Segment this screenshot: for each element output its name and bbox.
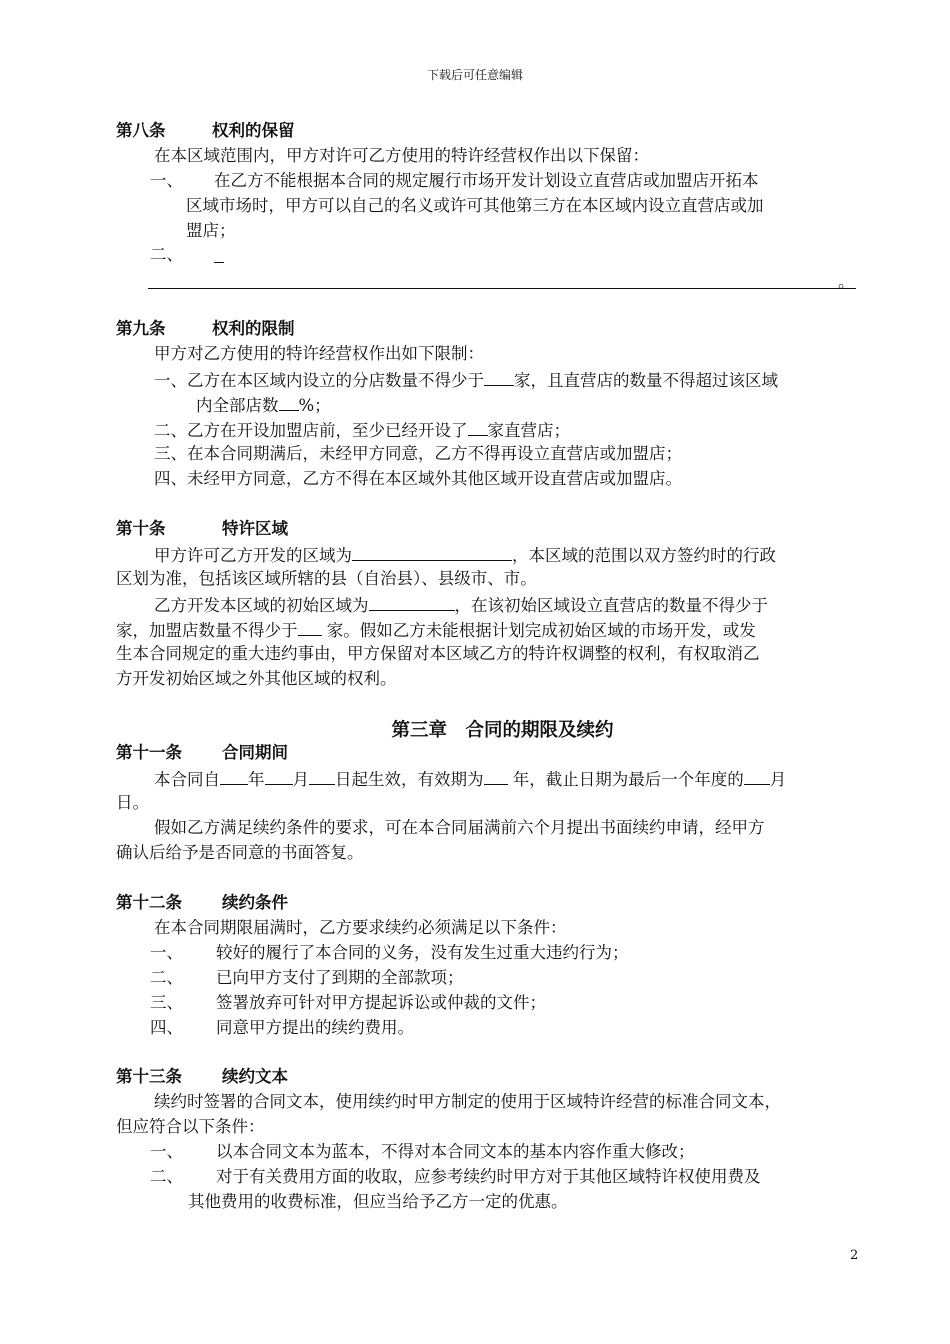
list-item-text: 以本合同文本为蓝本，不得对本合同文本的基本内容作重大修改； <box>216 1142 695 1161</box>
blank-line <box>148 288 856 289</box>
text: 家直营店； <box>487 421 570 440</box>
list-item-text: 四、未经甲方同意，乙方不得在本区域外其他区域开设直营店或加盟店。 <box>154 469 682 488</box>
list-item-text: 签署放弃可针对甲方提起诉讼或仲裁的文件； <box>216 993 546 1012</box>
list-item-text <box>196 393 331 417</box>
article-9-intro: 甲方对乙方使用的特许经营权作出如下限制： <box>154 344 484 363</box>
text: ，本区域的范围以双方签约时的行政 <box>512 546 776 565</box>
blank-line <box>265 767 293 785</box>
list-item-text: 同意甲方提出的续约费用。 <box>216 1018 414 1037</box>
article-9-title: 第九条 <box>116 319 166 338</box>
paragraph-line: 确认后给予是否同意的书面答复。 <box>116 843 364 862</box>
article-10-heading: 特许区域 <box>222 519 288 538</box>
blank-line <box>484 767 508 785</box>
blank-line <box>352 543 512 561</box>
paragraph-line: 但应符合以下条件： <box>116 1117 265 1136</box>
text: ，在该初始区域设立直营店的数量不得少于 <box>454 596 768 615</box>
paragraph-line <box>116 618 756 642</box>
article-13-title: 第十三条 <box>116 1067 182 1086</box>
page-number: 2 <box>850 1248 859 1263</box>
paragraph-line <box>154 767 786 791</box>
period: 。 <box>838 272 855 291</box>
list-item-text: 在乙方不能根据本合同的规定履行市场开发计划设立直营店或加盟店开拓本 <box>214 171 759 190</box>
paragraph-line: 日。 <box>116 793 149 812</box>
list-number: 二、 <box>150 968 183 987</box>
paragraph-line: 假如乙方满足续约条件的要求，可在本合同届满前六个月提出书面续约申请，经甲方 <box>154 818 765 837</box>
paragraph-line: 区划为准，包括该区域所辖的县（自治县）、县级市、市。 <box>116 569 537 588</box>
blank-line <box>309 767 335 785</box>
article-12-intro: 在本合同期限届满时，乙方要求续约必须满足以下条件： <box>154 918 567 937</box>
text: 乙方开发本区域的初始区域为 <box>154 596 369 615</box>
list-item-text <box>154 418 570 442</box>
article-11-title: 第十一条 <box>116 743 182 762</box>
list-number: 二、 <box>150 245 183 264</box>
list-number: 三、 <box>150 993 183 1012</box>
list-item-text: 已向甲方支付了到期的全部款项； <box>216 968 464 987</box>
paragraph-line: 续约时签署的合同文本，使用续约时甲方制定的使用于区域特许经营的标准合同文本， <box>154 1092 781 1111</box>
text: 年 <box>248 770 265 789</box>
article-13-heading: 续约文本 <box>222 1067 288 1086</box>
blank-line <box>468 418 488 436</box>
text: 家，加盟店数量不得少于 <box>116 621 298 640</box>
list-item-text: 较好的履行了本合同的义务，没有发生过重大违约行为； <box>216 943 629 962</box>
list-item-text <box>154 368 778 392</box>
text: 内全部店数 <box>196 396 279 415</box>
article-8-heading: 权利的保留 <box>212 121 295 140</box>
list-number: 二、 <box>150 1167 183 1186</box>
blank-line <box>279 393 299 411</box>
list-item-text: 盟店； <box>186 221 236 240</box>
article-8-intro: 在本区域范围内，甲方对许可乙方使用的特许经营权作出以下保留： <box>154 146 649 165</box>
article-11-heading: 合同期间 <box>222 743 288 762</box>
text: 甲方许可乙方开发的区域为 <box>154 546 352 565</box>
list-item-text: 对于有关费用方面的收取，应参考续约时甲方对于其他区域特许权使用费及 <box>216 1167 761 1186</box>
text: 日起生效，有效期为 <box>335 770 484 789</box>
article-10-title: 第十条 <box>116 519 166 538</box>
text: 月 <box>292 770 309 789</box>
list-item-text: 区域市场时，甲方可以自己的名义或许可其他第三方在本区域内设立直营店或加 <box>186 196 764 215</box>
blank-line <box>744 767 770 785</box>
article-9-heading: 权利的限制 <box>212 319 295 338</box>
list-number: 一、 <box>150 1142 183 1161</box>
blank-line <box>484 368 514 386</box>
list-number: 一、 <box>150 943 183 962</box>
text: 年，截止日期为最后一个年度的 <box>512 770 744 789</box>
article-12-title: 第十二条 <box>116 893 182 912</box>
article-8-title: 第八条 <box>116 121 166 140</box>
list-item-text: 其他费用的收费标准，但应当给予乙方一定的优惠。 <box>188 1192 568 1211</box>
blank-line <box>369 593 455 611</box>
list-item-text: 三、在本合同期满后，未经甲方同意，乙方不得再设立直营店或加盟店； <box>154 444 682 463</box>
article-12-heading: 续约条件 <box>222 893 288 912</box>
text: 家。假如乙方未能根据计划完成初始区域的市场开发，或发 <box>326 621 756 640</box>
blank-line <box>298 618 322 636</box>
chapter-title: 第三章 合同的期限及续约 <box>391 720 614 741</box>
blank-line <box>220 767 248 785</box>
text: 二、乙方在开设加盟店前，至少已经开设了 <box>154 421 468 440</box>
list-number: 四、 <box>150 1018 183 1037</box>
paragraph-line: 生本合同规定的重大违约事由，甲方保留对本区域乙方的特许权调整的权利，有权取消乙 <box>116 644 760 663</box>
text: %； <box>298 396 331 415</box>
paragraph-line <box>154 543 776 567</box>
blank-line <box>214 262 224 263</box>
text: 一、乙方在本区域内设立的分店数量不得少于 <box>154 371 484 390</box>
text: 家，且直营店的数量不得超过该区域 <box>514 371 778 390</box>
paragraph-line <box>154 593 768 617</box>
page-header: 下载后可任意编辑 <box>426 68 523 82</box>
list-number: 一、 <box>150 171 183 190</box>
text: 月 <box>769 770 787 789</box>
paragraph-line: 方开发初始区域之外其他区域的权利。 <box>116 669 397 688</box>
text: 本合同自 <box>154 770 220 789</box>
